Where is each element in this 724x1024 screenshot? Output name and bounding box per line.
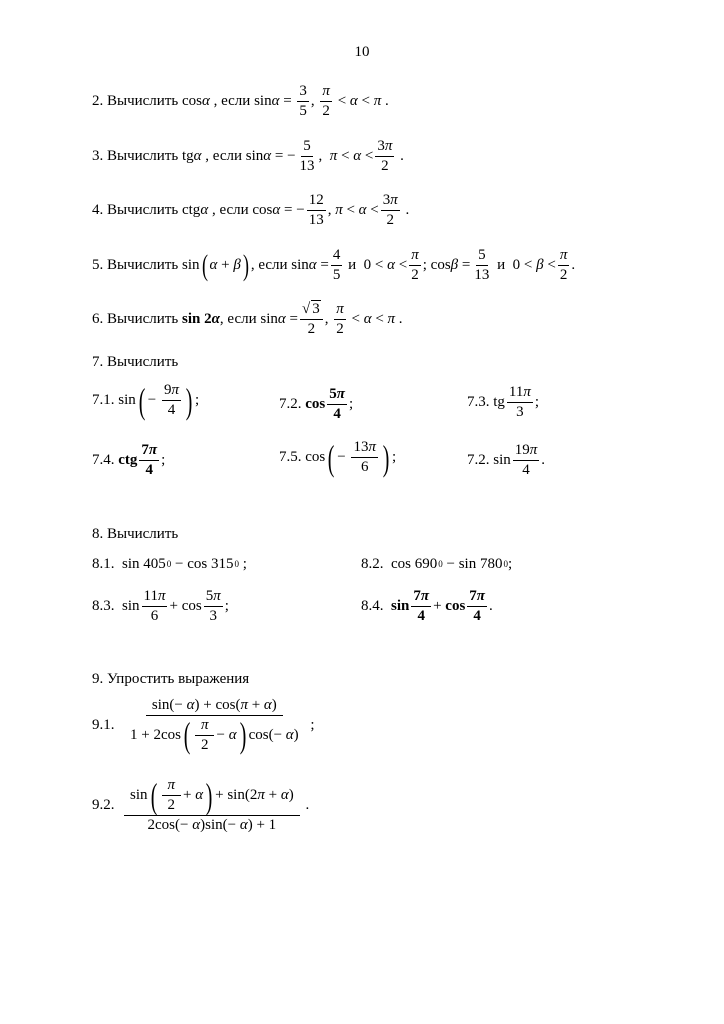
item-label: 9.2. xyxy=(92,797,115,814)
problem-3: 3. Вычислить tg α , если sin α = − $\frac{5}{13}$ , π < α < $\frac{3\pi}{2}$ . xyxy=(92,138,404,174)
problem-8-3: 8.3. sin $\frac{11\pi}{6}$ + cos $\frac{5\pi}{3}$ ; xyxy=(92,588,229,624)
item-label: 7.5. xyxy=(279,449,302,466)
problem-4: 4. Вычислить ctg α , если cos α = − $\frac{12}{13}$ , π < α < $\frac{3\pi}{2}$ . xyxy=(92,192,410,228)
problem-3-if: если xyxy=(212,148,242,165)
problem-2-if: если xyxy=(221,93,251,110)
problem-4-if: если xyxy=(219,202,249,219)
problem-7-6: 7.2. sin $\frac{19\pi}{4}$ . xyxy=(467,442,546,478)
problem-3-number: 3. xyxy=(92,148,104,165)
problem-7-1: 7.1. sin ( − $\frac{9\pi}{4}$ ) ; xyxy=(92,380,200,421)
problem-5: 5. Вычислить sin ( α + β ) , если sin α = $\frac{4}{5}$ и 0 < α < $\frac{\pi}{2}$ ; cos β = $\frac{5}{13}$ и 0 < β < $\frac{\pi}{2}$ . xyxy=(92,247,576,283)
item-label: 9.1. xyxy=(92,717,115,734)
problem-9-heading xyxy=(92,672,249,687)
problem-2: 2. Вычислить cos α , если sin α = $\frac{3}{5}$ , $\frac{\pi}{2}$ < α < π . xyxy=(92,83,389,119)
problem-8-1: 8.1. sin 405 0 − cos 315 0 ; xyxy=(92,556,247,572)
problem-9-2: 9.2. sin ( $\frac{\pi}{2}$ + α ) + sin (2 π + α ) 2cos(− α)sin(− α) + 1 . xyxy=(92,775,310,833)
problem-9-verb: Упростить выражения xyxy=(107,671,250,687)
item-label: 8.1. xyxy=(92,556,115,572)
item-label: 7.2. xyxy=(279,396,302,413)
item-label: 7.1. xyxy=(92,392,115,409)
problem-2-verb: Вычислить xyxy=(107,93,179,110)
problem-7-2: 7.2. cos $\frac{5\pi}{4}$ ; xyxy=(279,386,354,422)
problem-6-number: 6. xyxy=(92,311,104,328)
problem-2-number: 2. xyxy=(92,93,104,110)
problem-9-number: 9. xyxy=(92,671,104,687)
problem-6-verb: Вычислить xyxy=(107,311,179,328)
item-label: 7.2. xyxy=(467,452,490,469)
problem-7-heading xyxy=(92,355,178,370)
problem-5-if: если xyxy=(258,257,288,274)
item-label: 8.4. xyxy=(361,598,384,615)
page-number: 10 xyxy=(354,44,370,60)
problem-7-3: 7.3. tg $\frac{11\pi}{3}$ ; xyxy=(467,384,540,420)
problem-5-verb: Вычислить xyxy=(107,257,179,274)
problem-5-and-1: и xyxy=(348,257,357,274)
problem-6: 6. Вычислить sin 2 α , если sin α = $\frac{√ 3}{2}$ , $\frac{\pi}{2}$ < α < π . xyxy=(92,301,403,337)
problem-3-verb: Вычислить xyxy=(107,148,179,165)
problem-9-1: 9.1. sin(− α) + cos(π + α) 1 + 2 cos ( $\frac{\pi}{2}$ − α ) cos (− α ) ; xyxy=(92,697,315,756)
problem-8-verb: Вычислить xyxy=(107,526,179,542)
problem-7-verb: Вычислить xyxy=(107,354,179,370)
problem-8-4: 8.4. sin $\frac{7\pi}{4}$ + cos $\frac{7\pi}{4}$ . xyxy=(361,588,493,624)
item-label: 7.3. xyxy=(467,394,490,411)
problem-7-4: 7.4. ctg $\frac{7\pi}{4}$ ; xyxy=(92,442,166,478)
item-label: 8.2. xyxy=(361,556,384,572)
problem-8-number: 8. xyxy=(92,526,104,542)
problem-8-heading xyxy=(92,527,178,542)
item-label: 8.3. xyxy=(92,598,115,615)
problem-4-number: 4. xyxy=(92,202,104,219)
problem-7-number: 7. xyxy=(92,354,104,370)
problem-8-2: 8.2. cos 690 0 − sin 780 0 ; xyxy=(361,556,513,572)
problem-5-number: 5. xyxy=(92,257,104,274)
problem-6-if: если xyxy=(227,311,257,328)
problem-5-and-2: и xyxy=(497,257,506,274)
item-label: 7.4. xyxy=(92,452,115,469)
problem-4-verb: Вычислить xyxy=(107,202,179,219)
problem-7-5: 7.5. cos ( − $\frac{13\pi}{6}$ ) ; xyxy=(279,437,397,478)
